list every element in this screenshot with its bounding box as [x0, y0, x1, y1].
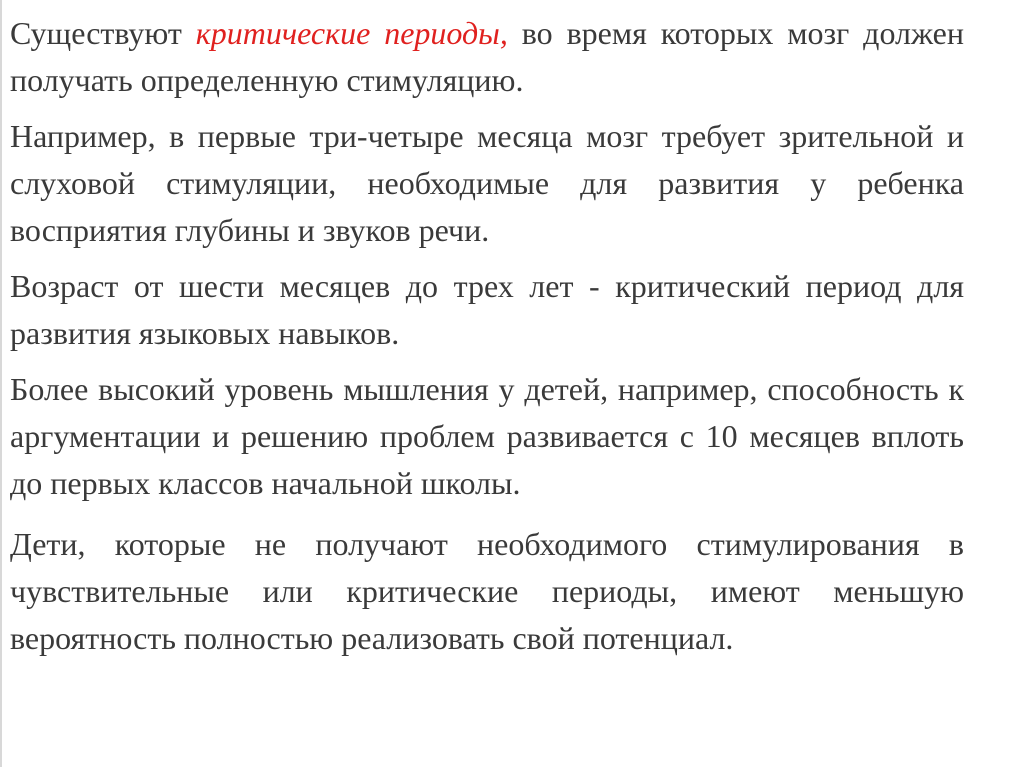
paragraph-language-skills: Возраст от шести месяцев до трех лет - критический период для развития языковых навыков.	[10, 268, 964, 351]
paragraph-critical-periods	[10, 10, 964, 104]
paragraph-1-tail-text: во время которых мозг должен получать определенную стимуляцию.	[10, 15, 965, 98]
critical-periods-highlight: критические периоды,	[195, 15, 508, 51]
slide-content	[10, 10, 964, 671]
paragraph-potential: Дети, которые не получают необходимого стимулирования в чувствительные или критические периоды, имеют меньшую вероятность полностью реализовать свой потенциал.	[10, 526, 964, 656]
slide-left-edge	[0, 0, 2, 767]
paragraph-higher-thinking: Более высокий уровень мышления у детей, например, способность к аргументации и решению проблем развивается с 10 месяцев вплоть до первых классов начальной школы.	[10, 371, 964, 501]
paragraph-first-months: Например, в первые три-четыре месяца мозг требует зрительной и слуховой стимуляции, необходимые для развития у ребенка восприятия глубины и звуков речи.	[10, 118, 964, 248]
paragraph-1-lead-text: Существуют	[10, 15, 196, 51]
